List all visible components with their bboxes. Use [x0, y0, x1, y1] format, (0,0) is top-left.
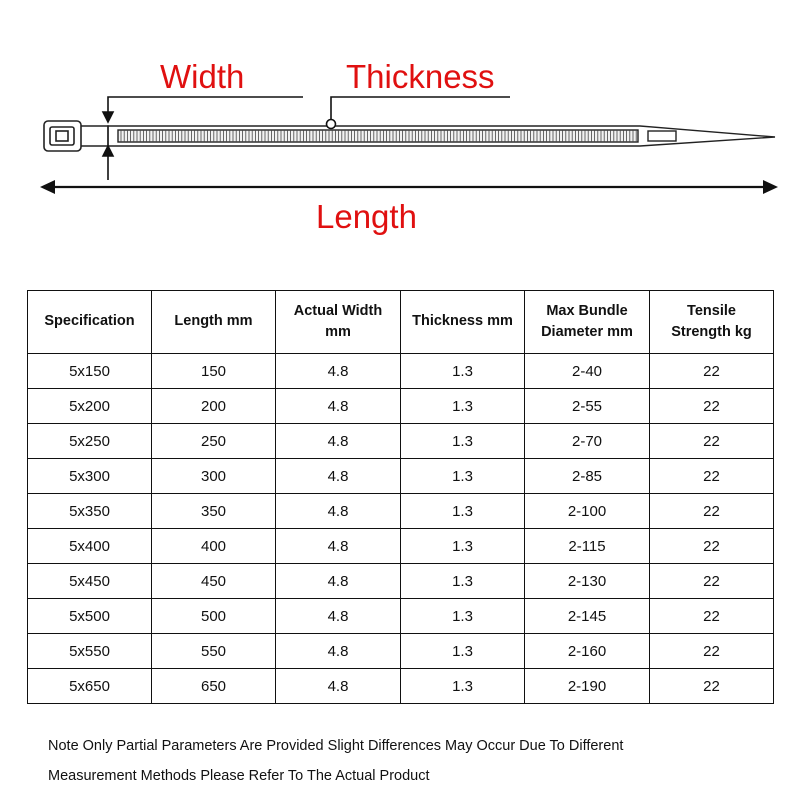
cell-specification: 5x200 — [28, 389, 152, 424]
cell-actual-width: 4.8 — [276, 599, 401, 634]
cable-tie-diagram — [0, 0, 800, 260]
cell-length: 250 — [152, 424, 276, 459]
header-length: Length mm — [152, 291, 276, 354]
cell-tensile-strength: 22 — [650, 529, 774, 564]
thickness-label: Thickness — [346, 58, 495, 95]
cell-thickness: 1.3 — [401, 599, 525, 634]
cell-tensile-strength: 22 — [650, 494, 774, 529]
cell-tensile-strength: 22 — [650, 389, 774, 424]
cell-specification: 5x250 — [28, 424, 152, 459]
cell-specification: 5x550 — [28, 634, 152, 669]
cell-length: 150 — [152, 354, 276, 389]
table-row — [28, 354, 774, 389]
cell-length: 500 — [152, 599, 276, 634]
cell-max-bundle-diameter: 2-190 — [525, 669, 650, 704]
cell-thickness: 1.3 — [401, 564, 525, 599]
table-row — [28, 564, 774, 599]
table-row — [28, 459, 774, 494]
cell-max-bundle-diameter: 2-115 — [525, 529, 650, 564]
cable-tie-strap — [108, 126, 775, 146]
cell-actual-width: 4.8 — [276, 529, 401, 564]
table-row — [28, 424, 774, 459]
table-header-row — [28, 291, 774, 354]
cell-actual-width: 4.8 — [276, 669, 401, 704]
cell-tensile-strength: 22 — [650, 459, 774, 494]
header-max-bundle-diameter: Max Bundle Diameter mm — [525, 291, 650, 354]
note-line-1: Note Only Partial Parameters Are Provided Slight Differences May Occur Due To Different — [48, 738, 624, 754]
cell-actual-width: 4.8 — [276, 564, 401, 599]
cell-length: 400 — [152, 529, 276, 564]
table-row — [28, 494, 774, 529]
width-label: Width — [160, 58, 245, 95]
cell-length: 450 — [152, 564, 276, 599]
cell-thickness: 1.3 — [401, 634, 525, 669]
cell-actual-width: 4.8 — [276, 354, 401, 389]
length-arrow — [40, 180, 778, 194]
cell-actual-width: 4.8 — [276, 424, 401, 459]
cell-specification: 5x300 — [28, 459, 152, 494]
cell-max-bundle-diameter: 2-70 — [525, 424, 650, 459]
cell-thickness: 1.3 — [401, 424, 525, 459]
specification-table — [27, 290, 774, 704]
cell-thickness: 1.3 — [401, 494, 525, 529]
cell-thickness: 1.3 — [401, 459, 525, 494]
cell-thickness: 1.3 — [401, 354, 525, 389]
table-body — [28, 354, 774, 704]
table-row — [28, 529, 774, 564]
cell-length: 300 — [152, 459, 276, 494]
cell-actual-width: 4.8 — [276, 459, 401, 494]
cell-actual-width: 4.8 — [276, 494, 401, 529]
cell-max-bundle-diameter: 2-145 — [525, 599, 650, 634]
cell-tensile-strength: 22 — [650, 424, 774, 459]
cable-tie-head — [44, 121, 108, 151]
length-label: Length — [316, 198, 417, 235]
cell-thickness: 1.3 — [401, 669, 525, 704]
cell-max-bundle-diameter: 2-130 — [525, 564, 650, 599]
cell-tensile-strength: 22 — [650, 634, 774, 669]
cell-specification: 5x400 — [28, 529, 152, 564]
cell-thickness: 1.3 — [401, 389, 525, 424]
cell-length: 650 — [152, 669, 276, 704]
cell-max-bundle-diameter: 2-85 — [525, 459, 650, 494]
cell-length: 200 — [152, 389, 276, 424]
cell-max-bundle-diameter: 2-40 — [525, 354, 650, 389]
header-specification: Specification — [28, 291, 152, 354]
cell-max-bundle-diameter: 2-100 — [525, 494, 650, 529]
table-row — [28, 389, 774, 424]
note-line-2: Measurement Methods Please Refer To The Actual Product — [48, 768, 430, 784]
cell-length: 550 — [152, 634, 276, 669]
header-tensile-strength: Tensile Strength kg — [650, 291, 774, 354]
cell-thickness: 1.3 — [401, 529, 525, 564]
header-actual-width: Actual Width mm — [276, 291, 401, 354]
cell-actual-width: 4.8 — [276, 389, 401, 424]
cell-specification: 5x500 — [28, 599, 152, 634]
cell-tensile-strength: 22 — [650, 564, 774, 599]
cell-length: 350 — [152, 494, 276, 529]
table-row — [28, 669, 774, 704]
note-text — [48, 731, 768, 791]
cell-tensile-strength: 22 — [650, 599, 774, 634]
cell-specification: 5x150 — [28, 354, 152, 389]
cell-specification: 5x450 — [28, 564, 152, 599]
cell-specification: 5x350 — [28, 494, 152, 529]
table-row — [28, 599, 774, 634]
cell-max-bundle-diameter: 2-160 — [525, 634, 650, 669]
cell-tensile-strength: 22 — [650, 354, 774, 389]
cell-max-bundle-diameter: 2-55 — [525, 389, 650, 424]
cell-tensile-strength: 22 — [650, 669, 774, 704]
header-thickness: Thickness mm — [401, 291, 525, 354]
thickness-indicator — [327, 97, 511, 129]
cell-actual-width: 4.8 — [276, 634, 401, 669]
cell-specification: 5x650 — [28, 669, 152, 704]
table-row — [28, 634, 774, 669]
